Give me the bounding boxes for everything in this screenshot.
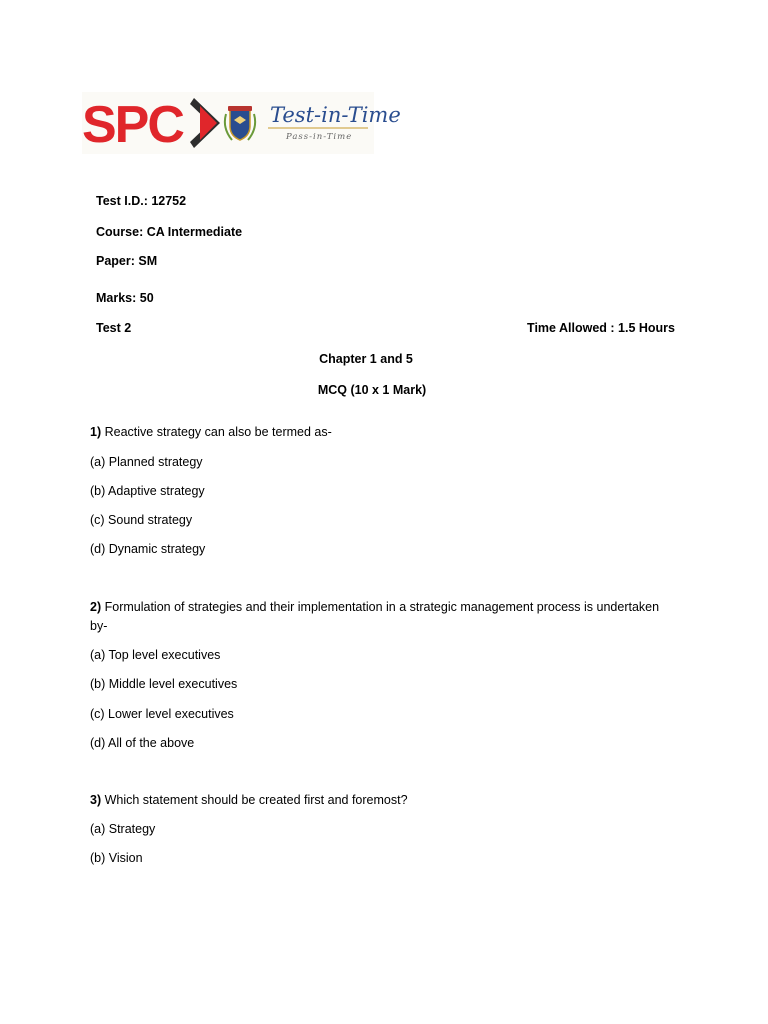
course: Course: CA Intermediate xyxy=(96,225,243,239)
question-2 xyxy=(90,600,659,614)
time-allowed: Time Allowed : 1.5 Hours xyxy=(527,321,675,335)
test-id: Test I.D.: 12752 xyxy=(96,194,187,208)
paper: Paper: SM xyxy=(96,254,158,268)
option: (b) Adaptive strategy xyxy=(90,484,205,498)
option: (c) Sound strategy xyxy=(90,513,193,527)
brand-title: Test-in-Time xyxy=(270,103,401,127)
option: (d) Dynamic strategy xyxy=(90,542,206,556)
spc-test-in-time-logo xyxy=(82,92,401,154)
test-number: Test 2 xyxy=(96,321,132,335)
marks: Marks: 50 xyxy=(96,291,154,305)
brand-tagline: Pass-in-Time xyxy=(286,132,353,142)
question-number: 1) xyxy=(90,425,102,439)
option: (a) Planned strategy xyxy=(90,455,203,469)
question-text-continued: by- xyxy=(90,619,108,633)
option: (c) Lower level executives xyxy=(90,707,234,721)
question-1 xyxy=(90,425,332,439)
section-heading: MCQ (10 x 1 Mark) xyxy=(317,383,427,397)
question-3 xyxy=(90,793,408,807)
option: (a) Top level executives xyxy=(90,648,221,662)
chapter-heading: Chapter 1 and 5 xyxy=(319,352,413,366)
option: (d) All of the above xyxy=(90,736,195,750)
option: (a) Strategy xyxy=(90,822,156,836)
question-number: 2) xyxy=(90,600,102,614)
spc-logo-text: SPC xyxy=(82,96,183,154)
option: (b) Middle level executives xyxy=(90,677,238,691)
crest-emblem-icon xyxy=(225,106,255,140)
question-number: 3) xyxy=(90,793,102,807)
question-text: Which statement should be created first and foremost? xyxy=(104,793,408,807)
question-text: Formulation of strategies and their implementation in a strategic management process is undertaken xyxy=(104,600,660,614)
question-text: Reactive strategy can also be termed as- xyxy=(104,425,332,439)
option: (b) Vision xyxy=(90,851,143,865)
